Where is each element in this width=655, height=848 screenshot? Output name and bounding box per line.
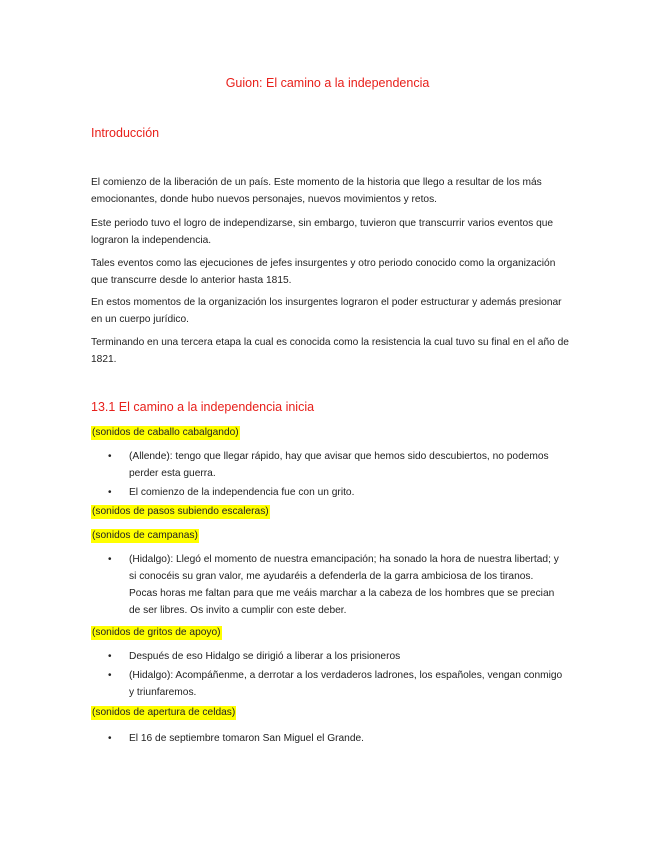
intro-paragraph-1: El comienzo de la liberación de un país. Este momento de la historia que llego a resultar de los más emocionantes, donde hubo nuevos personajes, nuevos movimientos y retos. — [91, 177, 542, 205]
intro-paragraph-4: En estos momentos de la organización los insurgentes lograron el poder estructurar y además presionar en un cuerpo jurídico. — [91, 297, 562, 325]
intro-paragraph-5: Terminando en una tercera etapa la cual es conocida como la resistencia la cual tuvo su final en el año de 1821. — [91, 337, 569, 365]
sound-cue-bells: (sonidos de campanas) — [92, 530, 198, 541]
list-item-text: (Hidalgo): Acompáñenme, a derrotar a los verdaderos ladrones, los españoles, vengan conmigo y triunfaremos. — [129, 670, 563, 698]
intro-paragraph-3: Tales eventos como las ejecuciones de jefes insurgentes y otro periodo conocido como la organización que transcurre desde lo anterior hasta 1815. — [91, 258, 556, 286]
list-item — [108, 484, 563, 501]
bullet-list-3 — [108, 648, 563, 703]
sound-cue-cheers: (sonidos de gritos de apoyo) — [92, 627, 221, 638]
document-title: Guion: El camino a la independencia — [225, 76, 430, 90]
bullet-icon: • — [108, 670, 112, 681]
list-item — [108, 448, 563, 482]
section-heading: 13.1 El camino a la independencia inicia — [91, 400, 315, 414]
list-item-text: El comienzo de la independencia fue con un grito. — [129, 487, 355, 498]
bullet-list-2 — [108, 551, 563, 621]
sound-cue-horse: (sonidos de caballo cabalgando) — [92, 427, 239, 438]
bullet-list-1 — [108, 448, 563, 503]
intro-paragraph-2: Este periodo tuvo el logro de independizarse, sin embargo, tuvieron que transcurrir varios eventos que lograron la independencia. — [91, 218, 554, 246]
list-item — [108, 667, 563, 701]
list-item — [108, 551, 563, 619]
sound-cue-cells: (sonidos de apertura de celdas) — [92, 707, 236, 718]
bullet-icon: • — [108, 554, 112, 565]
bullet-icon: • — [108, 651, 112, 662]
list-item-text: El 16 de septiembre tomaron San Miguel el Grande. — [129, 733, 365, 744]
list-item — [108, 648, 563, 665]
list-item-text: (Allende): tengo que llegar rápido, hay que avisar que hemos sido descubiertos, no podemos perder esta guerra. — [129, 451, 549, 479]
intro-heading: Introducción — [91, 126, 160, 140]
bullet-list-4 — [108, 730, 563, 749]
list-item-text: Después de eso Hidalgo se dirigió a liberar a los prisioneros — [129, 651, 401, 662]
bullet-icon: • — [108, 451, 112, 462]
list-item-text: (Hidalgo): Llegó el momento de nuestra emancipación; ha sonado la hora de nuestra libertad; y si conocéis su gran valor, me ayudaréis a defenderla de la garra ambiciosa de los tiranos. Pocas horas me faltan para que me veáis marchar a la cabeza de los hombres que se precian de ser libres. Os invito a cumplir con este deber. — [129, 554, 559, 616]
list-item — [108, 730, 563, 747]
bullet-icon: • — [108, 733, 112, 744]
sound-cue-steps: (sonidos de pasos subiendo escaleras) — [92, 506, 269, 517]
bullet-icon: • — [108, 487, 112, 498]
